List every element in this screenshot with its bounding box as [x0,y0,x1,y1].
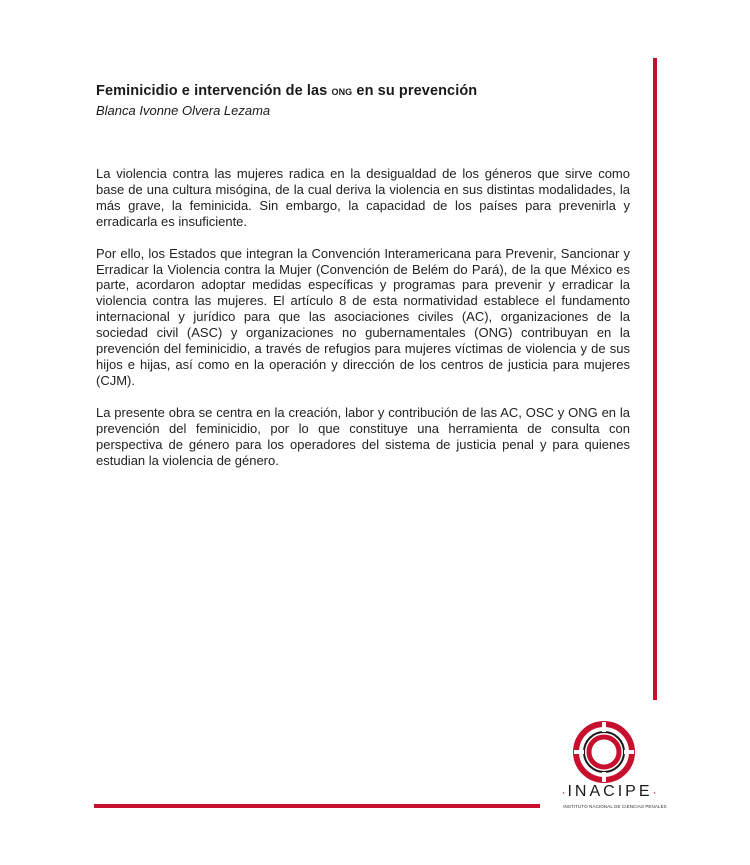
inacipe-logo [555,720,665,820]
logo-full-name: INSTITUTO NACIONAL DE CIENCIAS PENALES [563,804,667,809]
logo-name: INACIPE [567,783,653,800]
vertical-accent-rule [653,58,657,700]
title-after: en su prevención [352,83,478,99]
inacipe-wordmark [555,783,665,801]
wordmark-dot-left: · [561,785,568,799]
paragraph-2: Por ello, los Estados que integran la Convención Interamericana para Prevenir, Sancionar y Erradicar la Violencia contra la Mujer (Convención de Belém do Pará), de la que México es parte, acordaron adoptar medidas específicas y programas para prevenir y erradicar la violencia contra las mujeres. El artículo 8 de esta normatividad establece el fundamento internacional y jurídico para que las asociaciones civiles (AC), organizaciones de la sociedad civil (ASC) y organizaciones no gubernamentales (ONG) contribuyan en la prevención del feminicidio, a través de refugios para mujeres víctimas de violencia y de sus hijos e hijas, así como en la operación y dirección de los centros de justicia para mujeres (CJM). [96,245,630,388]
synopsis-text [96,166,630,484]
paragraph-3: La presente obra se centra en la creación, labor y contribución de las AC, OSC y ONG en la prevención del feminicidio, por lo que constituye una herramienta de consulta con perspectiva de género para los operadores del sistema de justicia penal y para quienes estudian la violencia de género. [96,404,630,468]
title-before: Feminicidio e intervención de las [96,83,332,99]
title-acronym: ong [331,83,353,98]
wordmark-dot-right: · [652,785,659,799]
author-name: Blanca Ivonne Olvera Lezama [96,103,271,118]
horizontal-accent-rule [94,804,540,808]
book-title [96,83,477,99]
paragraph-1: La violencia contra las mujeres radica en la desigualdad de los géneros que sirve como base de una cultura misógina, de la cual deriva la violencia en sus distintas modalidades, la más grave, la feminicida. Sin embargo, la capacidad de los países para prevenirla y erradicarla es insuficiente. [96,166,630,229]
inacipe-emblem-icon [572,720,636,784]
